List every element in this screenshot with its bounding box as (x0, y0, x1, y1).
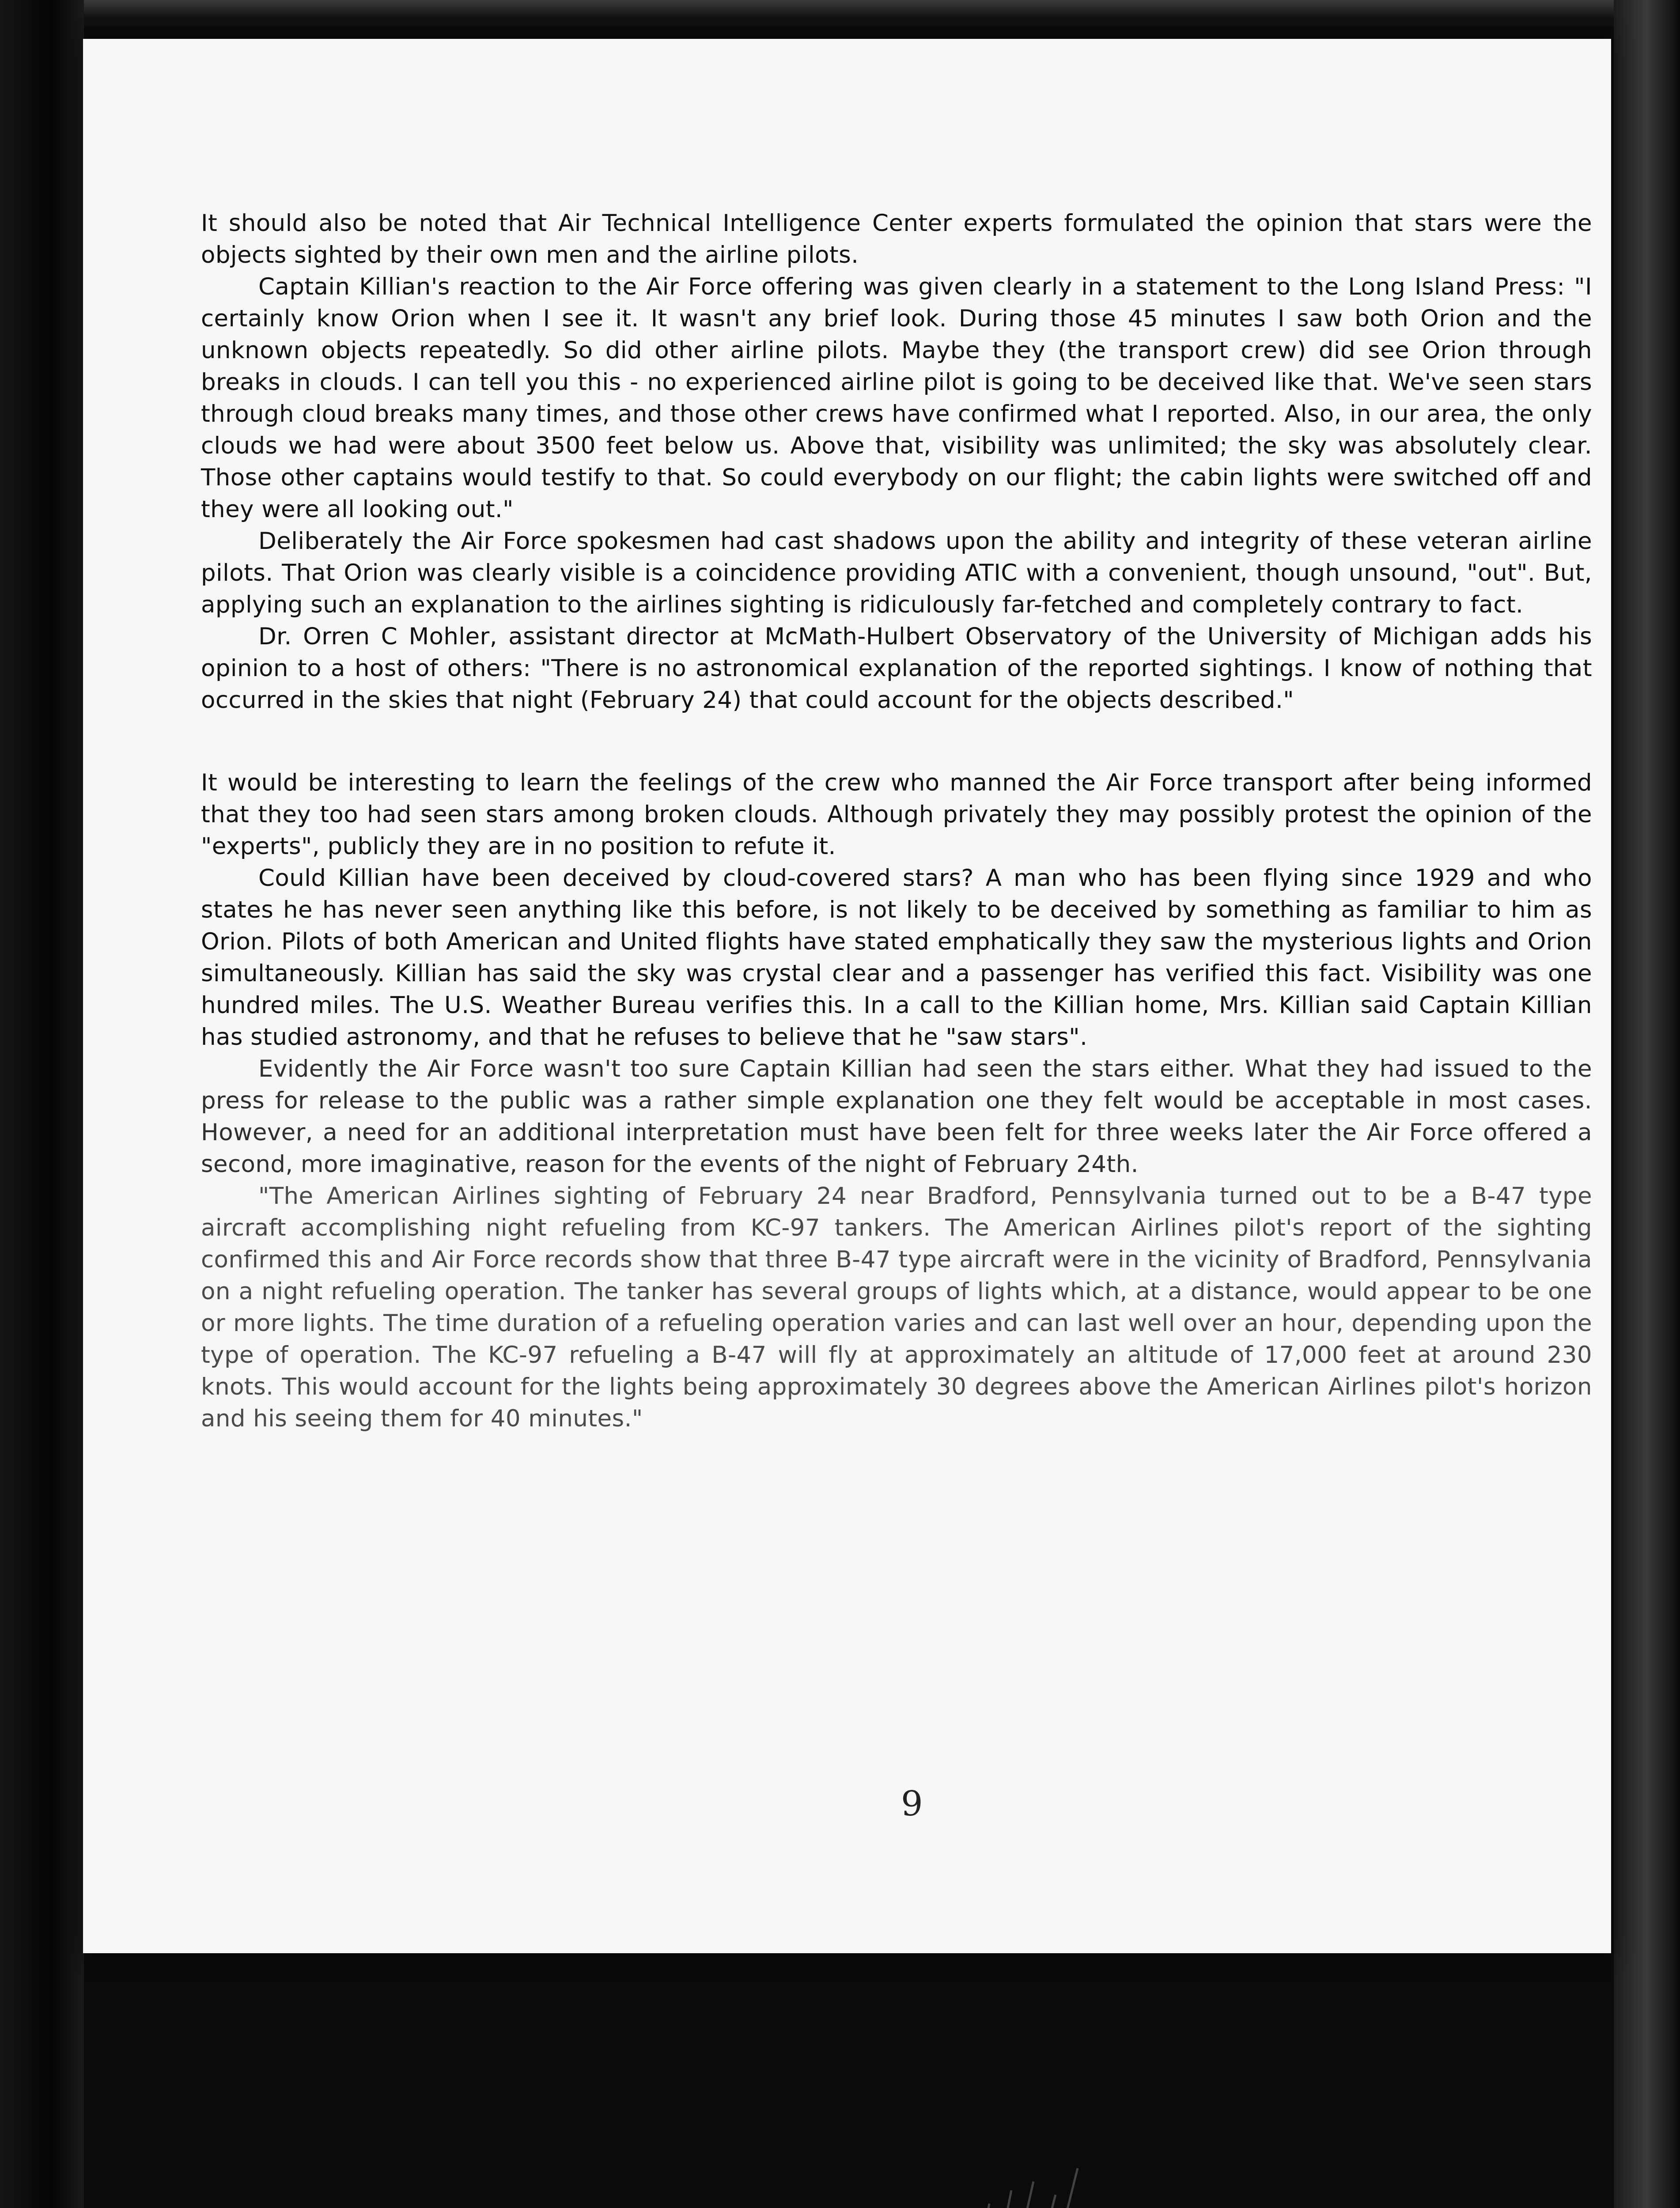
paragraph-second-explanation: Evidently the Air Force wasn't too sure Captain Killian had seen the stars either. What they had issued to the press for release to the public was a rather simple explanation one they felt would be acceptable in most cases. However, a need for an additional interpretation must have been felt for three weeks later the Air Force offered a second, more imaginative, reason for the events of the night of February 24th. (201, 1055, 1592, 1178)
film-scratch-marks (950, 2142, 1126, 2208)
paragraph-b47-refueling-quote: "The American Airlines sighting of February 24 near Bradford, Pennsylvania turned out to be a B-47 type aircraft accomplishing night refueling from KC-97 tankers. The American Airlines pilot's report of the sighting confirmed this and Air Force records show that three B-47 type aircraft were in the vicinity of Bradford, Pennsylvania on a night refueling operation. The tanker has several groups of lights which, at a distance, would appear to be one or more lights. The time duration of a refueling operation varies and can last well over an hour, depending upon the type of operation. The KC-97 refueling a B-47 will fly at approximately an altitude of 17,000 feet at around 230 knots. This would account for the lights being approximately 30 degrees above the American Airlines pilot's horizon and his seeing them for 40 minutes." (201, 1183, 1592, 1432)
document-body (201, 208, 1592, 1435)
paragraph-mohler-opinion: Dr. Orren C Mohler, assistant director at McMath-Hulbert Observatory of the University of Michigan adds his opinion to a host of others: "There is no astronomical explanation of the reported sightings. I know of nothing that occurred in the skies that night (February 24) that could account for the objects described." (201, 623, 1592, 714)
page-number: 9 (901, 1784, 923, 1824)
paragraph-killian-statement: Captain Killian's reaction to the Air Force offering was given clearly in a statement to the Long Island Press: "I certainly know Orion when I see it. It wasn't any brief look. During those 45 minutes I saw both Orion and the unknown objects repeatedly. So did other airline pilots. Maybe they (the transport crew) did see Orion through breaks in clouds. I can tell you this - no experienced airline pilot is going to be deceived like that. We've seen stars through cloud breaks many times, and those other crews have confirmed what I reported. Also, in our area, the only clouds we had were about 3500 feet below us. Above that, visibility was unlimited; the sky was absolutely clear. Those other captains would testify to that. So could everybody on our flight; the cabin lights were switched off and they were all looking out." (201, 273, 1592, 523)
film-border-right (1614, 0, 1680, 2208)
film-border-top (0, 0, 1680, 26)
paragraph-cloud-covered-stars: Could Killian have been deceived by cloud-covered stars? A man who has been flying since 1929 and who states he has never seen anything like this before, is not likely to be deceived by something as familiar to him as Orion. Pilots of both American and United flights have stated emphatically they saw the mysterious lights and Orion simultaneously. Killian has said the sky was crystal clear and a passenger has verified this fact. Visibility was one hundred miles. The U.S. Weather Bureau verifies this. In a call to the Killian home, Mrs. Killian said Captain Killian has studied astronomy, and that he refuses to believe that he "saw stars". (201, 865, 1592, 1051)
film-border-left (0, 0, 84, 2208)
paragraph-transport-crew: It would be interesting to learn the feelings of the crew who manned the Air Force transport after being informed that they too had seen stars among broken clouds. Although privately they may possibly protest the opinion of the "experts", publicly they are in no position to refute it. (201, 769, 1592, 860)
paragraph-atic-opinion: It should also be noted that Air Technical Intelligence Center experts formulated the opinion that stars were the objects sighted by their own men and the airline pilots. (201, 210, 1592, 268)
paragraph-air-force-spokesmen: Deliberately the Air Force spokesmen had cast shadows upon the ability and integrity of these veteran airline pilots. That Orion was clearly visible is a coincidence providing ATIC with a convenient, though unsound, "out". But, applying such an explanation to the airlines sighting is ridiculously far-fetched and completely contrary to fact. (201, 528, 1592, 618)
